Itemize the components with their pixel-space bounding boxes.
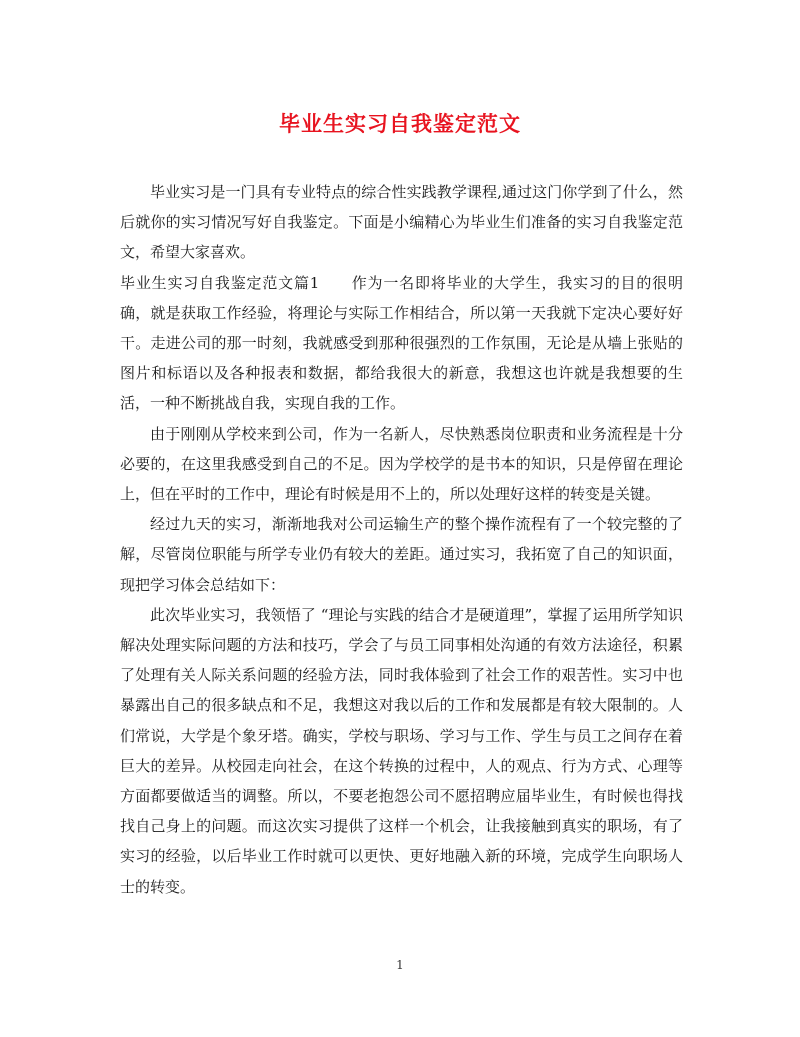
essay-heading-paragraph: 毕业生实习自我鉴定范文篇1 作为一名即将毕业的大学生，我实习的目的很明确，就是获取工作经验，将理论与实际工作相结合，所以第一天我就下定决心要好好干。走进公司的那一时刻，我就感受到那种很强烈的工作氛围，无论是从墙上张贴的图片和标语以及各种报表和数据，都给我很大的新意，我想这也许就是我想要的生活，一种不断挑战自我，实现自我的工作。: [120, 273, 683, 413]
document-body: [120, 177, 683, 902]
body-paragraph-3: 经过九天的实习，渐渐地我对公司运输生产的整个操作流程有了一个较完整的了解，尽管岗位职能与所学专业仍有较大的差距。通过实习，我拓宽了自己的知识面，现把学习体会总结如下：: [120, 515, 683, 594]
page-number: 1: [396, 958, 404, 972]
body-paragraph-2: 由于刚刚从学校来到公司，作为一名新人，尽快熟悉岗位职责和业务流程是十分必要的，在这里我感受到自己的不足。因为学校学的是书本的知识，只是停留在理论上，但在平时的工作中，理论有时候是用不上的，所以处理好这样的转变是关键。: [120, 424, 683, 504]
document-title: 毕业生实习自我鉴定范文: [279, 111, 521, 136]
intro-paragraph: 毕业实习是一门具有专业特点的综合性实践教学课程,通过这门你学到了什么，然后就你的实习情况写好自我鉴定。下面是小编精心为毕业生们准备的实习自我鉴定范文，希望大家喜欢。: [120, 183, 683, 262]
body-paragraph-4: 此次毕业实习，我领悟了 “理论与实践的结合才是硬道理”，掌握了运用所学知识解决处理实际问题的方法和技巧，学会了与员工同事相处沟通的有效方法途径，积累了处理有关人际关系问题的经验方法，同时我体验到了社会工作的艰苦性。实习中也暴露出自己的很多缺点和不足，我想这对我以后的工作和发展都是有较大限制的。人们常说，大学是个象牙塔。确实，学校与职场、学习与工作、学生与员工之间存在着巨大的差异。从校园走向社会，在这个转换的过程中，人的观点、行为方式、心理等方面都要做适当的调整。所以，不要老抱怨公司不愿招聘应届毕业生，有时候也得找找自己身上的问题。而这次实习提供了这样一个机会，让我接触到真实的职场，有了实习的经验，以后毕业工作时就可以更快、更好地融入新的环境，完成学生向职场人士的转变。: [120, 605, 683, 896]
